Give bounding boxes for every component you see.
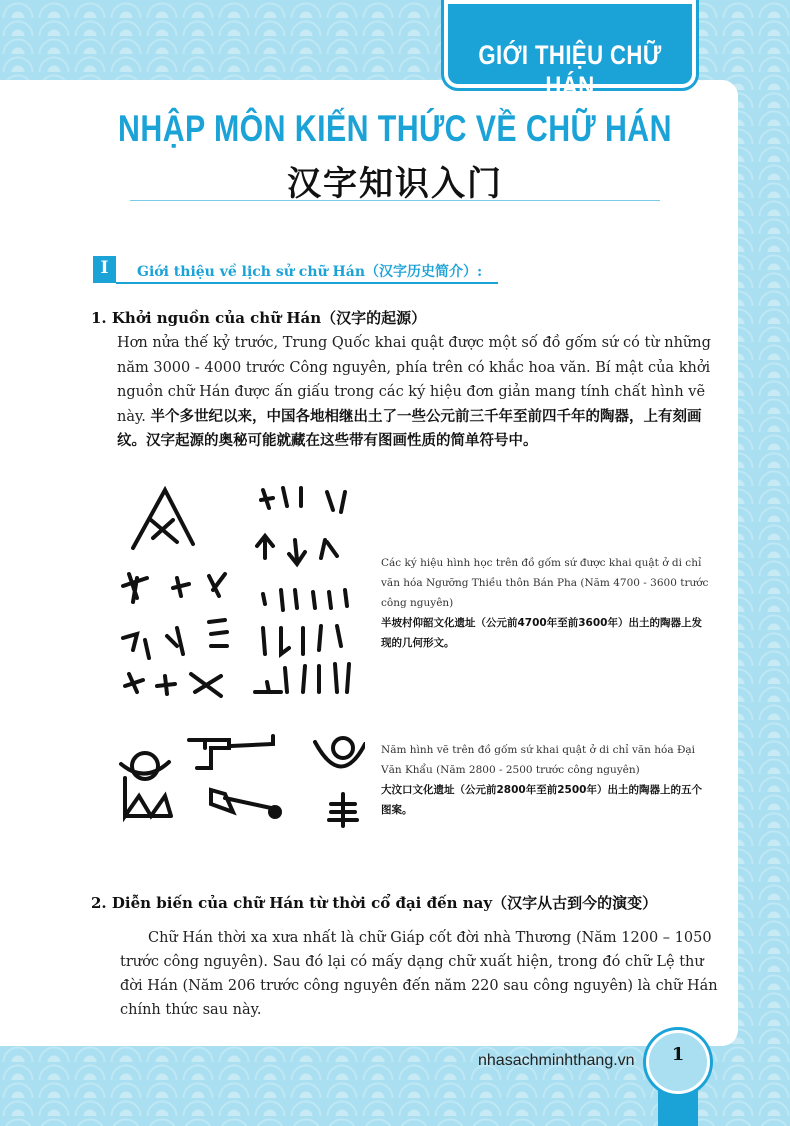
section-title: Giới thiệu về lịch sử chữ Hán（汉字历史简介）: bbox=[137, 264, 483, 280]
title-divider bbox=[130, 200, 660, 201]
paragraph-vietnamese: Hơn nửa thế kỷ trước, Trung Quốc khai quật được một số đồ gốm sứ có từ những năm 3000 - 4000 trước Công nguyên, phía trên có khắc hoa văn. Bí mật của khởi nguồn chữ Hán được ấn giấu trong các ký hiệu đơn giản mang tính chất hình vẽ này. bbox=[117, 335, 711, 425]
page-title-vietnamese: NHẬP MÔN KIẾN THỨC VỀ CHỮ HÁN bbox=[118, 108, 672, 149]
pottery-symbols-illustration bbox=[115, 478, 365, 838]
subsection-1-heading: 1. Khởi nguồn của chữ Hán（汉字的起源） bbox=[91, 309, 427, 327]
subsection-2-paragraph: Chữ Hán thời xa xưa nhất là chữ Giáp cốt đời nhà Thương (Năm 1200 – 1050 trước công nguyên). Sau đó lại có mấy dạng chữ xuất hiện, trong đó chữ Lệ thư đời Hán (Năm 206 trước công nguyên đến năm 220 sau công nguyên) là chữ Hán chính thức sau này. bbox=[120, 930, 718, 1018]
subsection-1-paragraph bbox=[117, 331, 717, 454]
section-underline bbox=[116, 282, 498, 284]
section-number: I bbox=[100, 258, 109, 278]
figure-1-caption bbox=[381, 553, 711, 653]
page-title-chinese: 汉字知识入门 bbox=[287, 164, 503, 204]
subsection-2-heading: 2. Diễn biến của chữ Hán từ thời cổ đại đến nay（汉字从古到今的演变） bbox=[91, 894, 658, 912]
website-link[interactable]: nhasachminhthang.vn bbox=[478, 1052, 635, 1069]
page-number: 1 bbox=[671, 1044, 685, 1065]
figure-1-caption-vietnamese: Các ký hiệu hình học trên đồ gốm sứ được khai quật ở di chỉ văn hóa Ngưỡng Thiều thôn Bán Pha (Năm 4700 - 3600 trước công nguyên) bbox=[381, 557, 709, 609]
figure-2-caption-chinese: 大汶口文化遗址（公元前2800年至前2500年）出土的陶器上的五个图案。 bbox=[381, 784, 702, 816]
paragraph-chinese: 半个多世纪以来，中国各地相继出土了一些公元前三千年至前四千年的陶器，上有刻画纹。汉字起源的奥秘可能就藏在这些带有图画性质的简单符号中。 bbox=[117, 408, 702, 449]
figure-2-caption bbox=[381, 740, 711, 820]
chapter-tab-label: GIỚI THIỆU CHỮ HÁN bbox=[478, 40, 662, 101]
figure-2-caption-vietnamese: Năm hình vẽ trên đồ gốm sứ khai quật ở di chỉ văn hóa Đại Văn Khẩu (Năm 2800 - 2500 trước công nguyên) bbox=[381, 744, 696, 776]
figure-1-caption-chinese: 半坡村仰韶文化遗址（公元前4700年至前3600年）出土的陶器上发现的几何形文。 bbox=[381, 617, 702, 649]
